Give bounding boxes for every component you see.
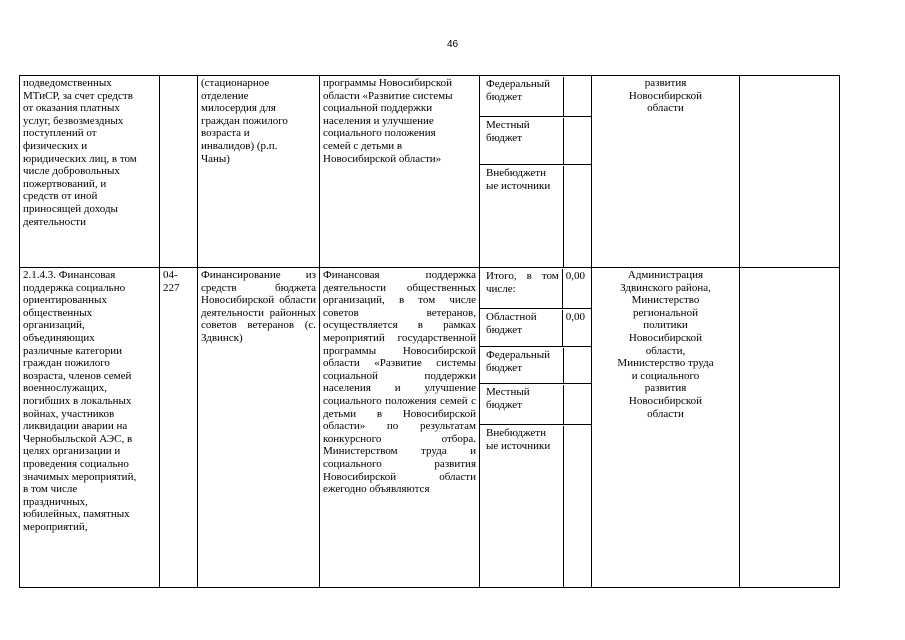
row1-code-cell (160, 76, 198, 268)
funding-row-total (480, 268, 591, 309)
row1-funding-cell (480, 76, 592, 268)
funding-row-federal (480, 347, 591, 384)
table-row (20, 268, 840, 588)
program-table (19, 75, 840, 588)
funding-row-local (480, 384, 591, 425)
funding-value (564, 118, 588, 164)
funding-label: Местный бюджет (483, 385, 564, 424)
row2-last-cell (740, 268, 840, 588)
funding-label: Итого, в том числе: (483, 269, 563, 308)
row1-source-cell: подведомственных МТиСР, за счет средств от оказания платных услуг, безвозмездных поступлений от физических и юридических лиц, в том числе добровольных пожертвований, и средств от иной приносящей доходы деятельности (20, 76, 160, 268)
row2-code-cell: 04- 227 (160, 268, 198, 588)
funding-label: Областной бюджет (483, 310, 563, 346)
funding-value (564, 166, 588, 267)
funding-value (564, 77, 588, 116)
page-number: 46 (446, 39, 459, 50)
row1-executor-cell: (стационарное отделение милосердия для граждан пожилого возраста и инвалидов) (р.п. Чаны) (198, 76, 320, 268)
row2-financing-cell: Финансирование из средств бюджета Новосибирской области деятельности районных советов ветеранов (с. Здвинск) (198, 268, 320, 588)
funding-row-extrabudget (480, 165, 591, 267)
funding-label: Внебюджетн ые источники (483, 426, 564, 587)
funding-label: Федеральный бюджет (483, 77, 564, 116)
row1-description-cell: программы Новосибирской области «Развитие системы социальной поддержки населения и улучшение социального положения семей с детьми в Новосибирской области» (320, 76, 480, 268)
funding-value (564, 348, 588, 383)
funding-row-federal (480, 76, 591, 117)
funding-row-extrabudget (480, 425, 591, 587)
funding-label: Федеральный бюджет (483, 348, 564, 383)
row1-responsible-cell: развития Новосибирской области (592, 76, 740, 268)
funding-label: Внебюджетн ые источники (483, 166, 564, 267)
table-row (20, 76, 840, 268)
row2-funding-cell (480, 268, 592, 588)
row2-measure-cell: 2.1.4.3. Финансовая поддержка социально ориентированных общественных организаций, объединяющих различные категории граждан пожилого возраста, членов семей военнослужащих, погибших в локальных войнах, участников ликвидации аварии на Чернобыльской АЭС, в целях организации и проведения социально значимых мероприятий, в том числе праздничных, юбилейных, памятных мероприятий, (20, 268, 160, 588)
funding-value: 0,00 (565, 270, 585, 282)
funding-row-local (480, 117, 591, 165)
funding-row-regional (480, 309, 591, 347)
funding-value (564, 426, 588, 587)
funding-value (564, 385, 588, 424)
row1-last-cell (740, 76, 840, 268)
row2-description-cell: Финансовая поддержка деятельности общественных организаций, в том числе советов ветеранов, осуществляется в рамках мероприятий государственной программы Новосибирской области «Развитие системы социальной поддержки населения и улучшение социального положения семей с детьми в Новосибирской области» по результатам конкурсного отбора. Министерством труда и социального развития Новосибирской области ежегодно объявляются (320, 268, 480, 588)
funding-label: Местный бюджет (483, 118, 564, 164)
funding-value: 0,00 (565, 311, 585, 323)
row2-responsible-cell: Администрация Здвинского района, Министерство региональной политики Новосибирской области, Министерство труда и социального развития Новосибирской области (592, 268, 740, 588)
